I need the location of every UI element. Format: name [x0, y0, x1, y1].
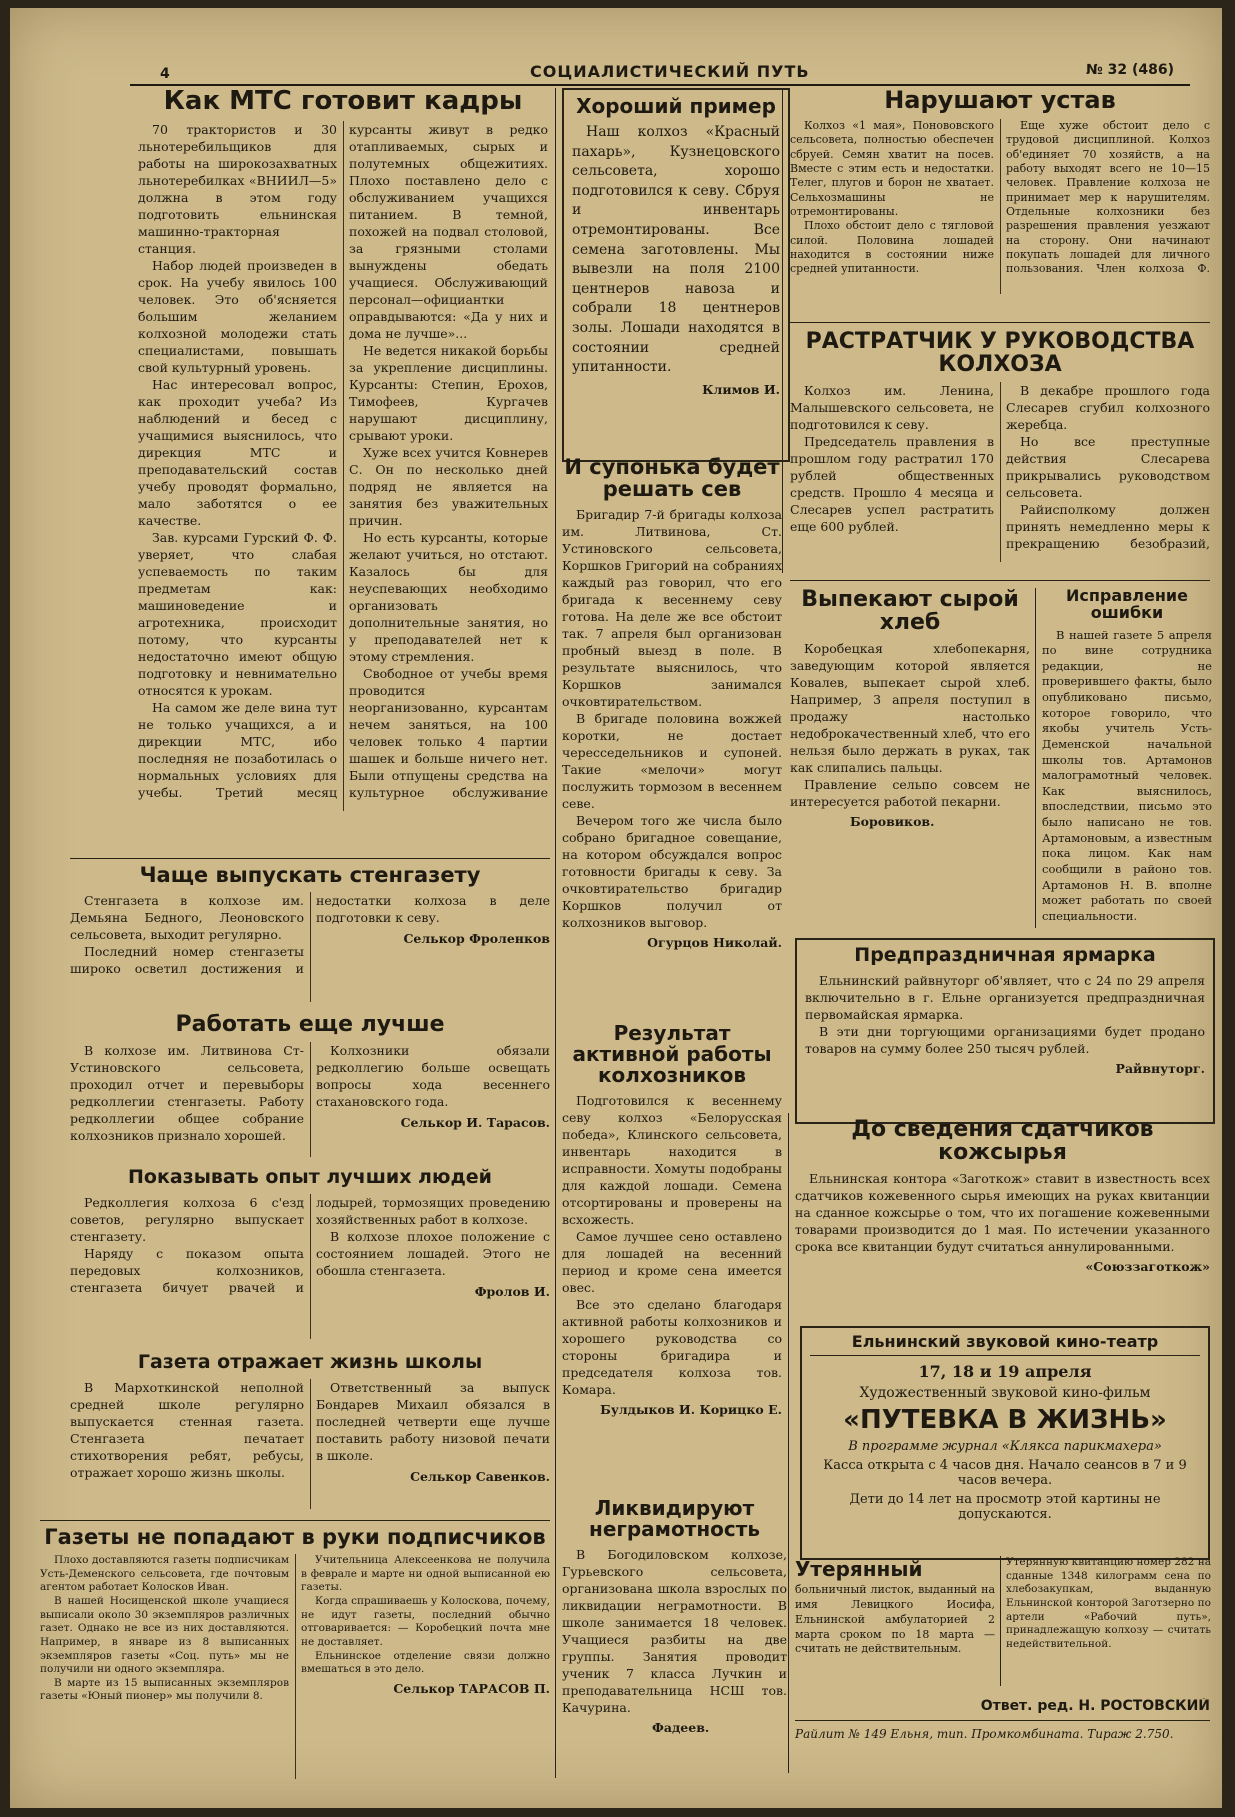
cinema-film: «ПУТЕВКА В ЖИЗНЬ»: [843, 1404, 1167, 1435]
article-title: РАСТРАТЧИК У РУКОВОДСТВА КОЛХОЗА: [805, 330, 1195, 378]
cinema-program: В программе журнал «Клякса парикмахера»: [848, 1438, 1162, 1454]
article-good-example: [562, 88, 790, 462]
article-best-people: [70, 1168, 550, 1343]
notice-body: больничный листок, выданный на имя Левицкого Иосифа, Ельнинской амбулаторией 2 марта сроком по 18 марта — считать не действительным.: [795, 1583, 995, 1656]
article-body: Колхоз «1 мая», Понововского сельсовета, полностью обеспечен сбруей. Семян хватит на посев. Вместе с этим есть и недостатки. Телег, плугов и борон не хватает. Сельхозмашины не отремонтированы. Плохо обстоит дело с тягловой силой. Половина лошадей находится в состоянии ниже средней упитанности. Еще хуже обстоит дело с трудовой дисциплиной. Колхоз об'единяет 70 хозяйств, а на работу выходят всего не 10—15 человек. Правление колхоза не принимает мер к нарушителям. Отдельные колхозники без разрешения правления уезжают на сторону. Они начинают покупать лошадей для личного пользования. Член колхоза Ф.: [790, 119, 1210, 276]
article-body: Колхоз им. Ленина, Малышевского сельсовета, не подготовился к севу. Председатель правления в прошлом году растратил 170 рублей общественных средств. Прошло 4 месяца и Слесарев успел растратить еще 600 рублей. В декабре прошлого года Слесарев сгубил колхозного жеребца. Но все преступные действия Слесарева прикрывались руководством сельсовета. Райисполкому должен принять немедленно меры к прекращению безобразий,: [790, 383, 1210, 552]
article-body: Бригадир 7-й бригады колхоза им. Литвинова, Ст. Устиновского сельсовета, Коршков Григорий на собраниях каждый раз говорил, что его бригада к весеннему севу готова. На деле же все обстоит так. 7 апреля был организован пробный выезд в поле. В результате выяснилось, что Коршков занимался очковтирательством. В бригаде половина вожжей коротки, не достает чересседельников и супоней. Такие «мелочи» могут послужить тормозом в весеннем севе. Вечером того же числа было собрано бригадное совещание, на котором обсуждался вопрос готовности бригады к севу. За очковтирательство бригадир Коршков получил от колхозников выговор.: [562, 507, 782, 931]
article-school: [70, 1353, 550, 1518]
article-bread: [790, 588, 1030, 928]
newspaper-name: СОЦИАЛИСТИЧЕСКИЙ ПУТЬ: [530, 62, 810, 81]
article-title: Газета отражает жизнь школы: [137, 1353, 483, 1373]
page-number: 4: [160, 66, 170, 82]
cinema-hours: Касса открыта с 4 часов дня. Начало сеансов в 7 и 9 часов вечера.: [823, 1457, 1187, 1488]
article-results: [562, 1023, 782, 1493]
section-rule: [70, 858, 550, 859]
column-rule: [1000, 1556, 1001, 1686]
section-rule: [790, 580, 1210, 581]
article-signature: Климов И.: [702, 381, 780, 397]
article-title: Ликвидируют неграмотность: [589, 1498, 760, 1541]
article-signature: Фролов И.: [474, 1283, 550, 1299]
notice-lost-sick-leave: [795, 1556, 995, 1686]
article-signature: Селькор И. Тарасов.: [400, 1115, 550, 1131]
footer: [795, 1698, 1210, 1788]
article-title: Показывать опыт лучших людей: [127, 1168, 492, 1188]
article-body: Коробецкая хлебопекарня, заведующим которой является Ковалев, выпекает сырой хлеб. Например, 3 апреля поступил в продажу настолько недоброкачественный хлеб, что его нельзя было держать в руках, так как слипались пальцы. Правление сельпо совсем не интересуется работой пекарни.: [790, 641, 1030, 810]
article-body: Редколлегия колхоза 6 с'езд советов, регулярно выпускает стенгазету. Наряду с показом опыта передовых колхозников, стенгазета бичует рвачей и лодырей, тормозящих проведению хозяйственных работ в колхозе. В колхозе плохое положение с состоянием лошадей. Этого не обошла стенгазета. Фролов И.: [70, 1194, 550, 1299]
cinema-dates: 17, 18 и 19 апреля: [918, 1361, 1092, 1381]
article-body: В колхозе им. Литвинова Ст-Устиновского сельсовета, проходил отчет и перевыборы редколлегии стенгазеты. Работу редколлегии общее собрание колхозников признало хорошей. Колхозники обязали редколлегию больше освещать вопросы хода весеннего стахановского года. Селькор И. Тарасов.: [70, 1043, 550, 1144]
article-signature: Селькор Фроленков: [403, 931, 550, 947]
announcement-body: Ельнинский райвнуторг об'являет, что с 24 по 29 апреля включительно в г. Ельне организуется предпраздничная первомайская ярмарка. В эти дни торгующими организациями будет продано товаров на сумму более 250 тысяч рублей.: [805, 972, 1205, 1056]
cinema-subtitle: Художественный звуковой кино-фильм: [859, 1384, 1151, 1401]
article-signature: Булдыков И. Корицко Е.: [600, 1402, 782, 1417]
article-title: Работать еще лучше: [175, 1013, 445, 1037]
announcement-signature: «Союззаготкож»: [1085, 1259, 1210, 1275]
announcement-signature: Райвнуторг.: [1115, 1060, 1205, 1076]
section-rule: [40, 1520, 550, 1521]
article-title: И супонька будет решать сев: [564, 456, 780, 502]
article-body: Плохо доставляются газеты подписчикам Усть-Деменского сельсовета, где почтовым агентом работает Колосков Иван. В нашей Носищенской школе учащиеся выписали около 30 экземпляров различных газет. Однако не все из них доставляются. Например, в январе из 8 выписанных экземпляров газеты «Соц. путь» мы не получили ни одного экземпляра. В марте из 15 выписанных экземпляров газеты «Юный пионер» мы получили 8. Учительница Алексеенкова не получила в феврале и марте ни одной выписанной ею газеты. Когда спрашиваешь у Колоскова, почему, не идут газеты, последний обычно отговаривается: — Коробецкий почта мне не доставляет. Ельнинское отделение связи должно вмешаться в это дело. Селькор ТАРАСОВ П.: [40, 1554, 550, 1703]
announcement-title: Предпраздничная ярмарка: [854, 944, 1156, 966]
article-sowing: [562, 456, 782, 1016]
article-title: Выпекают сырой хлеб: [801, 588, 1019, 636]
section-rule: [790, 322, 1210, 323]
article-signature: Огурцов Николай.: [647, 935, 782, 951]
article-better: [70, 1013, 550, 1163]
article-title: Как МТС готовит кадры: [163, 88, 523, 116]
article-title: Нарушают устав: [884, 88, 1116, 114]
top-rule: [130, 84, 1190, 86]
article-signature: Боровиков.: [850, 814, 935, 830]
editor-line: Ответ. ред. Н. РОСТОВСКИЙ: [795, 1698, 1210, 1721]
notice-title: Утерянный: [795, 1557, 923, 1581]
newspaper-page: [10, 8, 1222, 1808]
masthead: [10, 60, 1222, 84]
announcement-hides: [795, 1118, 1210, 1318]
cinema-children: Дети до 14 лет на просмотр этой картины не допускаются.: [849, 1491, 1161, 1522]
article-body: Наш колхоз «Красный пахарь», Кузнецовского сельсовета, хорошо подготовился к севу. Сбруя и инвентарь отремонтированы. Все семена заготовлены. Мы вывезли на поля 2100 центнеров навоза и собрали 18 центнеров золы. Лошади находятся в состоянии средней упитанности.: [572, 124, 780, 376]
article-body: В нашей газете 5 апреля по вине сотрудника редакции, не проверившего факты, было опубликовано письмо, которое говорило, что якобы учитель Усть-Деменской начальной школы тов. Артамонов малограмотный человек. Как выяснилось, впоследствии, письмо это было написано не тов. Артамоновым, а известным пока лицом. Как нам сообщили в районо тов. Артамонов Н. В. вполне может работать по своей специальности.: [1042, 627, 1212, 923]
article-body: В Богодиловском колхозе, Гурьевского сельсовета, организована школа взрослых по ликвидации неграмотности. В школе занимается 18 человек. Учащиеся разбиты на две группы. Занятия проводит ученик 7 класса Лучкин и преподавательница НСШ тов. Качурина.: [562, 1547, 787, 1715]
article-signature: Фадеев.: [652, 1720, 710, 1735]
imprint-line: Райлит № 149 Ельня, тип. Промкомбината. Тираж 2.750.: [795, 1727, 1174, 1741]
column-rule: [782, 88, 783, 573]
article-charter: [790, 88, 1210, 318]
announcement-cinema: [800, 1326, 1210, 1560]
announcement-fair: [795, 938, 1215, 1124]
article-correction: [1042, 588, 1212, 928]
article-literacy: [562, 1498, 787, 1788]
article-embezzler: [790, 330, 1210, 575]
article-body: Подготовился к весеннему севу колхоз «Белорусская победа», Клинского сельсовета, инвентарь находится в исправности. Хомуты подобраны для каждой лошади. Семена отсортированы и проверены на всхожесть. Самое лучшее сено оставлено для лошадей на весенний период и кроме сена имеется овес. Все это сделано благодаря активной работы колхозников и хорошего руководства со стороны бригадира и председателя колхоза тов. Комара.: [562, 1093, 782, 1397]
announcement-title: До сведения сдатчиков кожсырья: [851, 1118, 1154, 1166]
article-subscribers: [40, 1526, 550, 1788]
cinema-title: Ельнинский звуковой кино-театр: [810, 1334, 1200, 1356]
article-signature: Селькор ТАРАСОВ П.: [393, 1680, 550, 1696]
announcement-body: Ельнинская контора «Заготкож» ставит в известность всех сдатчиков кожевенного сырья имеющих на руках квитанции на сданное кожсырье о том, что их погашение кожевенными товарами производится до 1 мая. По истечении указанного срока все квитанции будут считаться аннулированными.: [795, 1171, 1210, 1255]
article-body: Стенгазета в колхозе им. Демьяна Бедного, Леоновского сельсовета, выходит регулярно. Последний номер стенгазеты широко осветил достижения и недостатки колхоза в деле подготовки к севу. Селькор Фроленков: [70, 893, 550, 977]
article-body: 70 трактористов и 30 льнотеребильщиков для работы на широкозахватных льнотеребилках «ВНИИЛ—5» должна в этом году подготовить ельнинская машинно-тракторная станция. Набор людей произведен в срок. На учебу явилось 100 человек. Это об'ясняется большим желанием колхозной молодежи стать специалистами, повышать свой культурный уровень. Нас интересовал вопрос, как проходит учеба? Из наблюдений и бесед с учащимися выяснилось, что дирекция МТС и преподавательский состав учебу проводят формально, мало заботятся о ее качестве. Зав. курсами Гурский Ф. Ф. уверяет, что слабая успеваемость по таким предметам как: машиноведение и агротехника, происходит потому, что курсанты недостаточно имеют общую подготовку и невнимательно относятся к урокам. На самом же деле вина тут не только учащихся, а и дирекции МТС, ибо последняя не позаботилась о нормальных условиях для учебы. Третий месяц курсанты живут в редко отапливаемых, сырых и полутемных общежитиях. Плохо поставлено дело с обслуживанием учащихся питанием. В темной, похожей на подвал столовой, за грязными столами вынуждены обедать учащиеся. Обслуживающий персонал—официантки оправдываются: «Да у них и дома не лучше»... Не ведется никакой борьбы за укрепление дисциплины. Курсанты: Степин, Ерохов, Тимофеев, Кургачев нарушают дисциплину, срывают уроки. Хуже всех учится Ковнерев С. Он по несколько дней подряд не является на занятия без уважительных причин. Но есть курсанты, которые желают учиться, но отстают. Казалось бы для неуспевающих необходимо организовать дополнительные занятия, но у преподавателей нет к этому стремления. Свободное от учебы время проводится неорганизованно, курсантам нечем заняться, на 100 человек только 4 партии шашек и больше ничего нет. Были отпущены средства на культурное обслуживание: [138, 122, 548, 801]
article-title: Газеты не попадают в руки подписчиков: [44, 1526, 546, 1549]
article-title: Чаще выпускать стенгазету: [139, 864, 481, 887]
column-rule: [555, 88, 556, 1778]
article-body: В Мархоткинской неполной средней школе регулярно выпускается стенная газета. Стенгазета печатает стихотворения ребят, ребусы, отражает хорошо жизнь школы. Ответственный за выпуск Бондарев Михаил обязался в последней четверти еще лучше поставить работу низовой печати в школе. Селькор Савенков.: [70, 1379, 550, 1484]
notice-body: Утерянную квитанцию номер 282 на сданные 1348 килограмм сена по хлебозакупкам, выданную Ельнинской конторой Заготзерно по артели «Рабочий путь», принадлежащую колхозу — считать недействительной.: [1006, 1556, 1211, 1650]
article-title: Исправление ошибки: [1066, 588, 1188, 622]
article-mts: [138, 88, 548, 853]
article-signature: Селькор Савенков.: [410, 1468, 550, 1484]
issue-number: № 32 (486): [1085, 62, 1174, 78]
notice-lost-receipt: [1006, 1556, 1211, 1686]
article-wallpaper: [70, 864, 550, 1009]
article-title: Результат активной работы колхозников: [572, 1023, 772, 1087]
column-rule: [788, 1113, 789, 1773]
column-rule: [1035, 588, 1036, 928]
article-title: Хороший пример: [576, 94, 776, 118]
